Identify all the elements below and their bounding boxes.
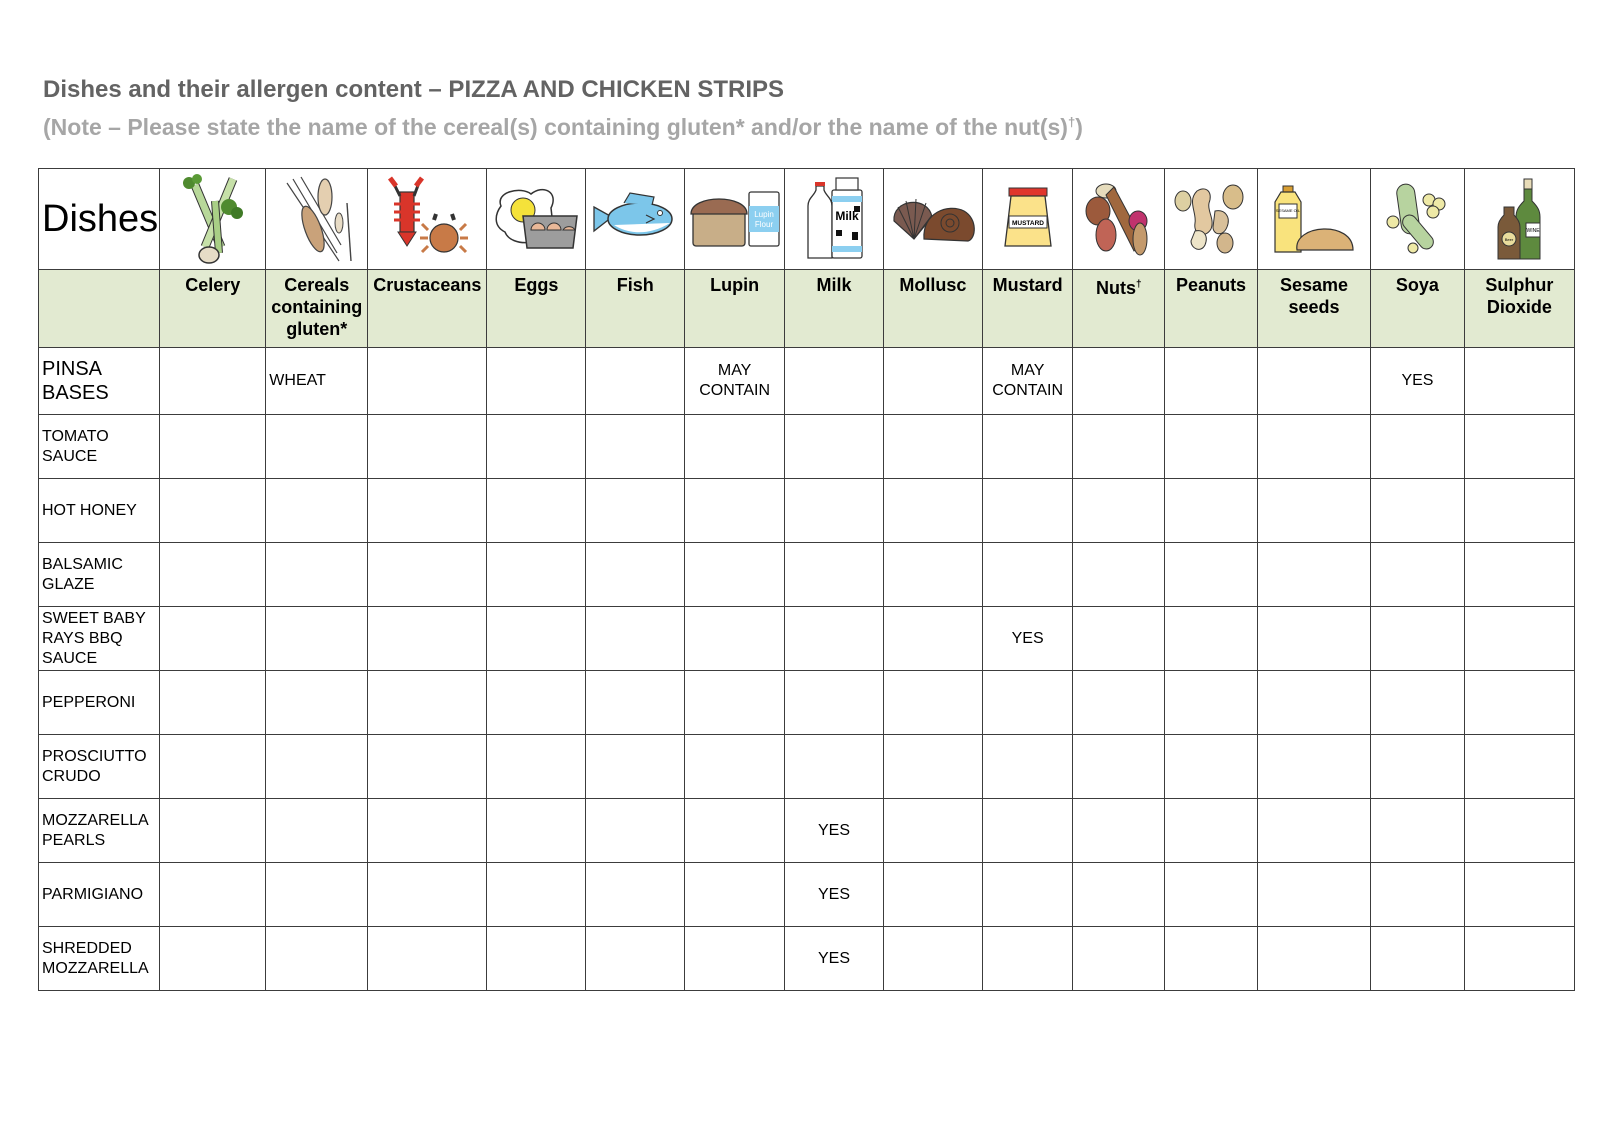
allergen-cell [1371,543,1465,607]
mollusc-icon-cell [883,169,982,270]
table-row [39,348,1575,415]
allergen-cell [368,348,487,415]
allergen-label-sesame: Sesame seeds [1257,270,1370,348]
allergen-cell [160,479,266,543]
allergen-cell [487,348,586,415]
allergen-cell [1257,863,1370,927]
allergen-cell [160,863,266,927]
allergen-label-crustaceans: Crustaceans [368,270,487,348]
allergen-cell [1371,671,1465,735]
allergen-cell [883,799,982,863]
allergen-cell [1257,607,1370,671]
allergen-cell [1464,607,1574,671]
lupin-icon [689,190,781,248]
allergen-cell [368,735,487,799]
allergen-cell [1073,607,1165,671]
allergen-cell [785,415,884,479]
allergen-cell [883,927,982,991]
allergen-cell [982,735,1073,799]
page-subtitle-note [43,114,1083,141]
mustard-icon [1001,186,1055,252]
allergen-cell [883,348,982,415]
allergen-cell: MAY CONTAIN [685,348,785,415]
allergen-cell [266,543,368,607]
allergen-cell [1464,479,1574,543]
allergen-cell [586,927,685,991]
page-title: Dishes and their allergen content – PIZZA AND CHICKEN STRIPS [43,76,784,103]
mustard-icon-cell [982,169,1073,270]
allergen-cell [586,543,685,607]
dish-name: PROSCIUTTO CRUDO [39,735,160,799]
allergen-cell [266,927,368,991]
dish-name: PEPPERONI [39,671,160,735]
allergen-cell [266,799,368,863]
sesame-icon [1273,184,1355,254]
svg-text:WINE: WINE [1526,228,1540,234]
allergen-cell [487,479,586,543]
allergen-cell [1073,927,1165,991]
allergen-cell [487,543,586,607]
allergen-cell [487,799,586,863]
milk-icon-cell [785,169,884,270]
allergen-cell [1257,415,1370,479]
allergen-cell [1464,735,1574,799]
allergen-label-mustard: Mustard [982,270,1073,348]
allergen-cell [368,863,487,927]
peanuts-icon-cell [1165,169,1258,270]
allergen-cell [1165,863,1258,927]
allergen-cell [487,671,586,735]
allergen-cell [685,671,785,735]
allergen-cell [1371,415,1465,479]
allergen-table [38,168,1575,991]
allergen-cell [1073,479,1165,543]
table-row [39,735,1575,799]
dish-name: SHREDDED MOZZARELLA [39,927,160,991]
allergen-cell [1371,735,1465,799]
allergen-cell [685,543,785,607]
allergen-cell [1371,607,1465,671]
allergen-label-cereals: Cereals containing gluten* [266,270,368,348]
dish-name: SWEET BABY RAYS BBQ SAUCE [39,607,160,671]
allergen-label-celery: Celery [160,270,266,348]
eggs-icon-cell [487,169,586,270]
allergen-cell [586,735,685,799]
allergen-cell [586,479,685,543]
fish-icon [590,191,680,247]
allergen-cell [586,607,685,671]
allergen-cell [1165,415,1258,479]
dish-name: BALSAMIC GLAZE [39,543,160,607]
celery-icon-cell [160,169,266,270]
allergen-cell [982,415,1073,479]
table-row [39,671,1575,735]
allergen-cell [1257,799,1370,863]
allergen-cell [982,543,1073,607]
allergen-cell [160,348,266,415]
allergen-cell [883,671,982,735]
svg-text:Milk: Milk [835,209,859,223]
allergen-cell [685,607,785,671]
allergen-cell [160,735,266,799]
allergen-cell [982,799,1073,863]
allergen-cell [1257,543,1370,607]
dagger-mark: † [1067,114,1076,130]
subtitle-text: (Note – Please state the name of the cereal(s) containing gluten* and/or the name of the nut(s) [43,114,1068,140]
allergen-label-lupin: Lupin [685,270,785,348]
allergen-cell [368,479,487,543]
allergen-cell [368,543,487,607]
allergen-cell [586,348,685,415]
allergen-cell [883,607,982,671]
allergen-cell: MAY CONTAIN [982,348,1073,415]
allergen-cell [1165,671,1258,735]
lupin-icon-cell [685,169,785,270]
allergen-cell [1073,543,1165,607]
allergen-label-row [39,270,1575,348]
allergen-cell [160,799,266,863]
allergen-cell [266,479,368,543]
allergen-cell [982,927,1073,991]
allergen-cell [586,415,685,479]
allergen-cell [160,607,266,671]
fish-icon-cell [586,169,685,270]
soya-icon [1385,182,1449,256]
allergen-cell [487,863,586,927]
allergen-cell [1073,671,1165,735]
allergen-cell [487,415,586,479]
allergen-cell [982,671,1073,735]
allergen-cell [160,927,266,991]
dagger-mark: † [1136,279,1142,290]
allergen-cell [785,348,884,415]
allergen-cell [266,415,368,479]
icon-header-row [39,169,1575,270]
crustaceans-icon [382,174,472,264]
allergen-cell [1165,348,1258,415]
allergen-cell [368,799,487,863]
allergen-cell [1257,735,1370,799]
allergen-cell [368,415,487,479]
dish-name: PINSA BASES [39,348,160,415]
allergen-label-eggs: Eggs [487,270,586,348]
svg-text:Beer: Beer [1505,237,1514,242]
allergen-cell [266,671,368,735]
allergen-cell [1165,799,1258,863]
allergen-cell [982,479,1073,543]
svg-text:SESAME OIL: SESAME OIL [1275,208,1301,213]
allergen-label-fish: Fish [586,270,685,348]
allergen-cell [160,415,266,479]
allergen-cell [1073,863,1165,927]
allergen-label-soya: Soya [1371,270,1465,348]
allergen-cell [785,607,884,671]
allergen-cell [785,671,884,735]
allergen-cell [1073,348,1165,415]
allergen-cell [1464,543,1574,607]
allergen-cell [266,607,368,671]
allergen-cell [160,671,266,735]
svg-text:MUSTARD: MUSTARD [1011,220,1044,227]
allergen-cell [368,927,487,991]
allergen-cell [487,607,586,671]
cereals-icon-cell [266,169,368,270]
crustaceans-icon-cell [368,169,487,270]
allergen-label-milk: Milk [785,270,884,348]
allergen-cell [1464,671,1574,735]
allergen-cell [1464,348,1574,415]
allergen-cell [1073,415,1165,479]
allergen-cell [685,415,785,479]
allergen-cell: YES [982,607,1073,671]
allergen-cell [266,735,368,799]
dish-name: PARMIGIANO [39,863,160,927]
peanuts-icon [1173,183,1249,255]
allergen-cell: YES [785,927,884,991]
allergen-cell [1257,348,1370,415]
table-row [39,863,1575,927]
nuts-label-text: Nuts [1096,278,1137,298]
allergen-cell [1165,543,1258,607]
allergen-cell [1165,927,1258,991]
table-row [39,927,1575,991]
allergen-cell [368,671,487,735]
table-row [39,799,1575,863]
allergen-cell [1165,735,1258,799]
allergen-cell [785,543,884,607]
allergen-cell [1371,863,1465,927]
allergen-cell [685,735,785,799]
allergen-cell [1257,479,1370,543]
table-row [39,543,1575,607]
allergen-cell: YES [785,799,884,863]
allergen-cell: YES [785,863,884,927]
allergen-cell [266,863,368,927]
allergen-cell [883,735,982,799]
sesame-icon-cell [1257,169,1370,270]
allergen-cell [883,415,982,479]
allergen-cell [883,863,982,927]
subtitle-close: ) [1075,114,1083,140]
dishes-header: Dishes [39,169,160,270]
allergen-cell [883,543,982,607]
allergen-cell [586,671,685,735]
allergen-label-mollusc: Mollusc [883,270,982,348]
sulphur-dioxide-icon-cell [1464,169,1574,270]
allergen-cell [1371,927,1465,991]
eggs-icon [491,186,581,252]
allergen-cell [368,607,487,671]
allergen-cell: WHEAT [266,348,368,415]
allergen-cell [1073,735,1165,799]
allergen-cell [685,799,785,863]
allergen-cell [785,479,884,543]
cereals-icon [277,173,357,265]
allergen-cell [1464,863,1574,927]
allergen-cell [1257,671,1370,735]
allergen-cell [982,863,1073,927]
dish-rows [39,348,1575,991]
table-row [39,415,1575,479]
allergen-cell [685,479,785,543]
allergen-cell [685,927,785,991]
dish-name: TOMATO SAUCE [39,415,160,479]
svg-text:Lupin: Lupin [753,210,774,219]
allergen-label-peanuts: Peanuts [1165,270,1258,348]
allergen-cell [1257,927,1370,991]
dish-name: MOZZARELLA PEARLS [39,799,160,863]
label-blank-cell [39,270,160,348]
soya-icon-cell [1371,169,1465,270]
mollusc-icon [888,193,978,245]
allergen-cell [1464,415,1574,479]
allergen-cell [785,735,884,799]
nuts-icon-cell [1073,169,1165,270]
celery-icon [175,173,251,265]
allergen-cell [685,863,785,927]
nuts-icon [1084,181,1154,257]
table-row [39,479,1575,543]
allergen-cell [487,927,586,991]
allergen-cell [160,543,266,607]
allergen-cell [1371,479,1465,543]
table-row [39,607,1575,671]
allergen-label-sulphur-dioxide: Sulphur Dioxide [1464,270,1574,348]
allergen-label-nuts [1073,270,1165,348]
allergen-cell [1073,799,1165,863]
allergen-cell [1165,479,1258,543]
allergen-cell [1371,799,1465,863]
allergen-cell [1464,927,1574,991]
allergen-cell [586,863,685,927]
sulphur-dioxide-icon [1496,177,1542,261]
allergen-cell [883,479,982,543]
allergen-cell [1464,799,1574,863]
allergen-cell [586,799,685,863]
dish-name: HOT HONEY [39,479,160,543]
allergen-cell [1165,607,1258,671]
milk-icon [802,176,866,262]
allergen-cell [487,735,586,799]
svg-text:Flour: Flour [754,220,773,229]
allergen-cell: YES [1371,348,1465,415]
